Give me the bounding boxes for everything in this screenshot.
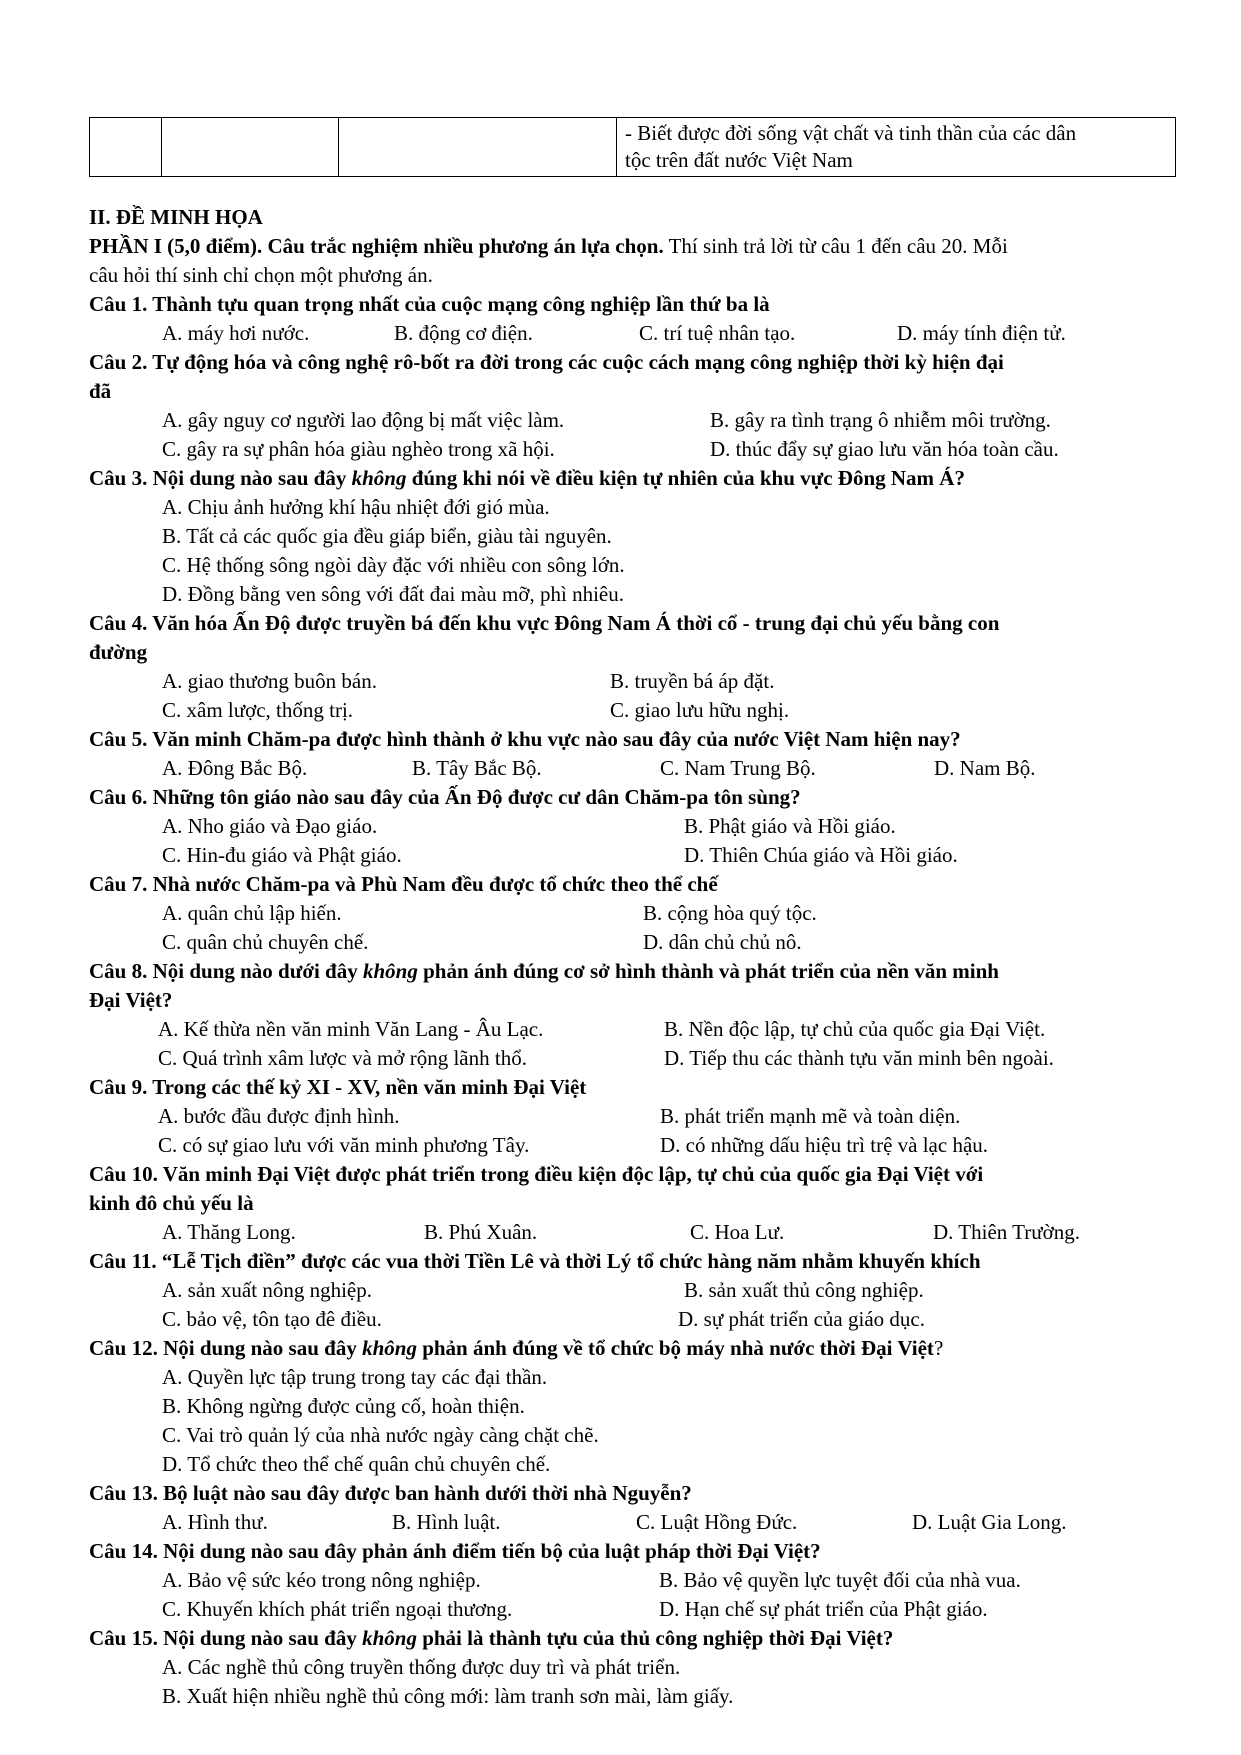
exam-content	[89, 203, 1176, 1711]
answer-option: A. Đông Bắc Bộ.	[162, 756, 308, 780]
question-text: phản ánh đúng về tổ chức bộ máy nhà nước thời Đại Việt	[416, 1336, 934, 1360]
question-emphasis: không	[362, 959, 418, 983]
answer-option: B. Nền độc lập, tự chủ của quốc gia Đại Việt.	[664, 1017, 1046, 1041]
part-instructions	[89, 232, 1176, 261]
answer-row	[89, 1131, 1176, 1160]
answer-option: B. Xuất hiện nhiều nghề thủ công mới: làm tranh sơn mài, làm giấy.	[162, 1684, 734, 1708]
question-13: Câu 13. Bộ luật nào sau đây được ban hành dưới thời nhà Nguyễn?	[89, 1481, 692, 1505]
question-5: Câu 5. Văn minh Chăm-pa được hình thành ở khu vực nào sau đây của nước Việt Nam hiện nay?	[89, 727, 961, 751]
answer-row	[89, 1276, 1176, 1305]
answer-option: D. thúc đẩy sự giao lưu văn hóa toàn cầu.	[710, 437, 1059, 461]
question-8	[89, 957, 1176, 986]
answer-option: A. Các nghề thủ công truyền thống được duy trì và phát triển.	[162, 1655, 681, 1679]
answer-option: D. Luật Gia Long.	[912, 1510, 1067, 1534]
question-text: Câu 8. Nội dung nào dưới đây	[89, 959, 363, 983]
answer-option: D. Thiên Chúa giáo và Hồi giáo.	[684, 843, 958, 867]
answer-option: C. Hoa Lư.	[690, 1220, 785, 1244]
answer-row	[89, 1508, 1176, 1537]
question-2: Câu 2. Tự động hóa và công nghệ rô-bốt ra đời trong các cuộc cách mạng công nghiệp thời kỳ hiện đại	[89, 350, 1004, 374]
answer-option: C. Vai trò quản lý của nhà nước ngày càng chặt chẽ.	[162, 1423, 599, 1447]
answer-option: B. Hình luật.	[392, 1510, 501, 1534]
answer-row	[89, 667, 1176, 696]
answer-option: C. Khuyến khích phát triển ngoại thương.	[162, 1597, 513, 1621]
answer-option: B. động cơ điện.	[394, 321, 533, 345]
answer-option: A. quân chủ lập hiến.	[162, 901, 342, 925]
question-10: Câu 10. Văn minh Đại Việt được phát triển trong điều kiện độc lập, tự chủ của quốc gia Đại Việt với	[89, 1162, 984, 1186]
answer-row	[89, 1218, 1176, 1247]
question-emphasis: không	[362, 1626, 417, 1650]
answer-option: D. có những dấu hiệu trì trệ và lạc hậu.	[660, 1133, 989, 1157]
answer-option: A. sản xuất nông nghiệp.	[162, 1278, 372, 1302]
answer-row	[89, 928, 1176, 957]
question-text: Câu 3. Nội dung nào sau đây	[89, 466, 352, 490]
question-4-cont: đường	[89, 640, 148, 664]
answer-option: B. sản xuất thủ công nghiệp.	[684, 1278, 924, 1302]
question-4: Câu 4. Văn hóa Ấn Độ được truyền bá đến khu vực Đông Nam Á thời cổ - trung đại chủ yếu bằng con	[89, 611, 1000, 635]
answer-option: A. bước đầu được định hình.	[158, 1104, 400, 1128]
question-text: phản ánh đúng cơ sở hình thành và phát triển của nền văn minh	[417, 959, 999, 983]
answer-option: D. dân chủ chủ nô.	[643, 930, 802, 954]
part-heading: PHẦN I (5,0 điểm). Câu trắc nghiệm nhiều phương án lựa chọn.	[89, 234, 664, 258]
answer-row	[89, 319, 1176, 348]
question-3	[89, 464, 1176, 493]
answer-option: B. Không ngừng được củng cố, hoàn thiện.	[162, 1394, 525, 1418]
section-title: II. ĐỀ MINH HỌA	[89, 205, 263, 229]
answer-option: C. bảo vệ, tôn tạo đê điều.	[162, 1307, 382, 1331]
answer-option: D. Nam Bộ.	[934, 756, 1036, 780]
answer-option: A. gây nguy cơ người lao động bị mất việc làm.	[162, 408, 565, 432]
question-text: Câu 12. Nội dung nào sau đây	[89, 1336, 363, 1360]
answer-option: B. Tất cả các quốc gia đều giáp biển, giàu tài nguyên.	[162, 524, 612, 548]
question-text: Câu 15. Nội dung nào sau đây	[89, 1626, 363, 1650]
answer-option: C. Nam Trung Bộ.	[660, 756, 816, 780]
answer-option: D. Tiếp thu các thành tựu văn minh bên ngoài.	[664, 1046, 1054, 1070]
answer-option: D. Tổ chức theo thể chế quân chủ chuyên chế.	[162, 1452, 551, 1476]
answer-option: A. Thăng Long.	[162, 1220, 296, 1244]
question-14: Câu 14. Nội dung nào sau đây phản ánh điểm tiến bộ của luật pháp thời Đại Việt?	[89, 1539, 821, 1563]
answer-option: A. giao thương buôn bán.	[162, 669, 377, 693]
table-cell-text: tộc trên đất nước Việt Nam	[625, 148, 853, 172]
question-text: đúng khi nói về điều kiện tự nhiên của khu vực Đông Nam Á?	[406, 466, 965, 490]
answer-option: A. máy hơi nước.	[162, 321, 310, 345]
answer-option: C. quân chủ chuyên chế.	[162, 930, 369, 954]
answer-option: A. Chịu ảnh hưởng khí hậu nhiệt đới gió mùa.	[162, 495, 550, 519]
answer-option: C. có sự giao lưu với văn minh phương Tây.	[158, 1133, 530, 1157]
table-cell	[339, 118, 617, 177]
part-note: Thí sinh trả lời từ câu 1 đến câu 20. Mỗi	[663, 234, 1008, 258]
answer-option: D. sự phát triển của giáo dục.	[678, 1307, 925, 1331]
table-cell	[90, 118, 162, 177]
answer-option: A. Quyền lực tập trung trong tay các đại thần.	[162, 1365, 548, 1389]
answer-row	[89, 406, 1176, 435]
question-15	[89, 1624, 1176, 1653]
answer-option: D. máy tính điện tử.	[897, 321, 1066, 345]
answer-option: A. Bảo vệ sức kéo trong nông nghiệp.	[162, 1568, 481, 1592]
question-11: Câu 11. “Lễ Tịch điền” được các vua thời Tiền Lê và thời Lý tổ chức hàng năm nhằm khuyến khích	[89, 1249, 981, 1273]
question-emphasis: không	[351, 466, 407, 490]
answer-row	[89, 812, 1176, 841]
part-note-line2: câu hỏi thí sinh chỉ chọn một phương án.	[89, 263, 433, 287]
answer-row	[89, 754, 1176, 783]
table-cell	[617, 118, 1176, 177]
question-9: Câu 9. Trong các thế kỷ XI - XV, nền văn minh Đại Việt	[89, 1075, 587, 1099]
answer-option: C. xâm lược, thống trị.	[162, 698, 354, 722]
table-cell-text: - Biết được đời sống vật chất và tinh thần của các dân	[625, 121, 1077, 145]
question-2-cont: đã	[89, 379, 112, 403]
question-8-cont: Đại Việt?	[89, 988, 173, 1012]
answer-row	[89, 1566, 1176, 1595]
answer-row	[89, 1595, 1176, 1624]
answer-option: C. Quá trình xâm lược và mở rộng lãnh thổ.	[158, 1046, 527, 1070]
answer-option: C. gây ra sự phân hóa giàu nghèo trong xã hội.	[162, 437, 555, 461]
answer-row	[89, 899, 1176, 928]
answer-option: C. giao lưu hữu nghị.	[610, 698, 790, 722]
answer-option: B. Phật giáo và Hồi giáo.	[684, 814, 896, 838]
objectives-table	[89, 117, 1176, 177]
answer-option: B. gây ra tình trạng ô nhiễm môi trường.	[710, 408, 1051, 432]
question-7: Câu 7. Nhà nước Chăm-pa và Phù Nam đều được tổ chức theo thể chế	[89, 872, 718, 896]
answer-option: C. trí tuệ nhân tạo.	[639, 321, 796, 345]
answer-option: D. Đồng bằng ven sông với đất đai màu mỡ, phì nhiêu.	[162, 582, 624, 606]
answer-option: B. Phú Xuân.	[424, 1220, 538, 1244]
answer-row	[89, 1015, 1176, 1044]
answer-option: B. truyền bá áp đặt.	[610, 669, 775, 693]
question-10-cont: kinh đô chủ yếu là	[89, 1191, 254, 1215]
answer-row	[89, 435, 1176, 464]
answer-row	[89, 696, 1176, 725]
answer-option: C. Luật Hồng Đức.	[636, 1510, 798, 1534]
question-text: phải là thành tựu của thủ công nghiệp thời Đại Việt?	[416, 1626, 894, 1650]
answer-option: A. Kế thừa nền văn minh Văn Lang - Âu Lạc.	[158, 1017, 544, 1041]
answer-row	[89, 1305, 1176, 1334]
answer-option: B. phát triển mạnh mẽ và toàn diện.	[660, 1104, 961, 1128]
answer-option: C. Hệ thống sông ngòi dày đặc với nhiều con sông lớn.	[162, 553, 625, 577]
answer-option: B. cộng hòa quý tộc.	[643, 901, 817, 925]
answer-option: B. Bảo vệ quyền lực tuyệt đối của nhà vua.	[659, 1568, 1021, 1592]
answer-row	[89, 1102, 1176, 1131]
table-row	[90, 118, 1176, 177]
question-emphasis: không	[362, 1336, 417, 1360]
table-cell	[162, 118, 339, 177]
question-1: Câu 1. Thành tựu quan trọng nhất của cuộc mạng công nghiệp lần thứ ba là	[89, 292, 770, 316]
answer-row	[89, 1044, 1176, 1073]
answer-option: D. Thiên Trường.	[933, 1220, 1080, 1244]
question-12	[89, 1334, 1176, 1363]
answer-option: D. Hạn chế sự phát triển của Phật giáo.	[659, 1597, 988, 1621]
answer-option: A. Hình thư.	[162, 1510, 268, 1534]
answer-option: C. Hin-đu giáo và Phật giáo.	[162, 843, 402, 867]
answer-row	[89, 841, 1176, 870]
answer-option: A. Nho giáo và Đạo giáo.	[162, 814, 378, 838]
question-mark: ?	[933, 1336, 944, 1360]
answer-option: B. Tây Bắc Bộ.	[412, 756, 542, 780]
question-6: Câu 6. Những tôn giáo nào sau đây của Ấn Độ được cư dân Chăm-pa tôn sùng?	[89, 785, 801, 809]
